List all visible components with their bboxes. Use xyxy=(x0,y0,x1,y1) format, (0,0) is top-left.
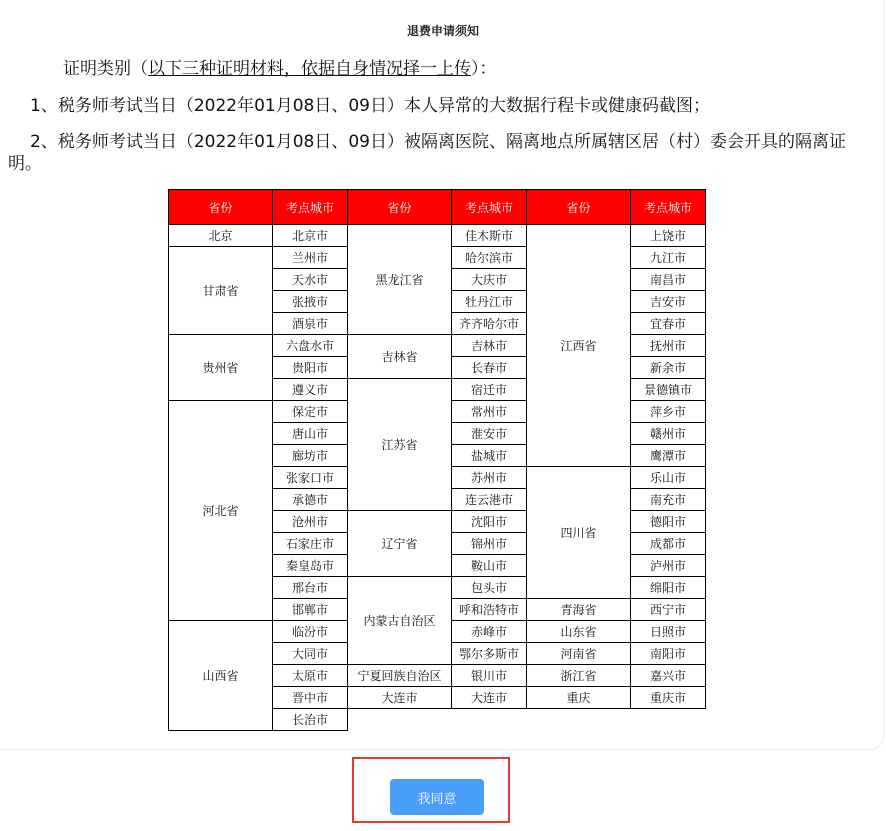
city-cell: 遵义市 xyxy=(273,379,348,401)
province-cell: 大连市 xyxy=(348,687,452,709)
city-cell: 邯郸市 xyxy=(273,599,348,621)
city-cell: 锦州市 xyxy=(452,533,527,555)
city-cell: 佳木斯市 xyxy=(452,225,527,247)
city-cell: 秦皇岛市 xyxy=(273,555,348,577)
table-header: 考点城市 xyxy=(273,190,348,225)
city-cell: 长治市 xyxy=(273,709,348,731)
city-cell: 宜春市 xyxy=(631,313,706,335)
city-cell: 上饶市 xyxy=(631,225,706,247)
city-cell: 宿迁市 xyxy=(452,379,527,401)
city-cell: 临汾市 xyxy=(273,621,348,643)
city-cell: 唐山市 xyxy=(273,423,348,445)
province-cell: 河北省 xyxy=(169,401,273,621)
city-cell: 新余市 xyxy=(631,357,706,379)
province-cell: 河南省 xyxy=(527,643,631,665)
city-cell: 成都市 xyxy=(631,533,706,555)
city-cell: 南阳市 xyxy=(631,643,706,665)
province-cell: 江苏省 xyxy=(348,379,452,511)
city-cell: 泸州市 xyxy=(631,555,706,577)
city-cell: 吉安市 xyxy=(631,291,706,313)
city-cell: 牡丹江市 xyxy=(452,291,527,313)
province-cell: 浙江省 xyxy=(527,665,631,687)
city-cell: 廊坊市 xyxy=(273,445,348,467)
table-header: 省份 xyxy=(348,190,452,225)
city-cell: 沈阳市 xyxy=(452,511,527,533)
city-cell: 赤峰市 xyxy=(452,621,527,643)
city-cell: 鹰潭市 xyxy=(631,445,706,467)
city-cell: 张掖市 xyxy=(273,291,348,313)
city-cell: 鄂尔多斯市 xyxy=(452,643,527,665)
city-cell: 南充市 xyxy=(631,489,706,511)
table-header: 省份 xyxy=(169,190,273,225)
province-cell: 吉林省 xyxy=(348,335,452,379)
city-cell: 南昌市 xyxy=(631,269,706,291)
city-cell: 大连市 xyxy=(452,687,527,709)
city-cell: 嘉兴市 xyxy=(631,665,706,687)
table-header: 省份 xyxy=(527,190,631,225)
notice-title: 退费申请须知 xyxy=(406,24,479,38)
category-underlined: 以下三种证明材料，依据自身情况择一上传 xyxy=(148,59,471,79)
notice-paragraph-category xyxy=(8,58,870,80)
city-cell: 常州市 xyxy=(452,401,527,423)
agree-button[interactable]: 我同意 xyxy=(390,779,484,815)
city-cell: 鞍山市 xyxy=(452,555,527,577)
city-cell: 苏州市 xyxy=(452,467,527,489)
notice-paragraph-item-2: 2、税务师考试当日（2022年01月08日、09日）被隔离医院、隔离地点所属辖区居（村）委会开具的隔离证明。 xyxy=(8,132,846,174)
province-cell: 重庆 xyxy=(527,687,631,709)
province-cell: 宁夏回族自治区 xyxy=(348,665,452,687)
city-cell: 天水市 xyxy=(273,269,348,291)
city-cell: 盐城市 xyxy=(452,445,527,467)
table-row xyxy=(169,225,706,247)
city-cell: 太原市 xyxy=(273,665,348,687)
city-cell: 银川市 xyxy=(452,665,527,687)
table-header-row xyxy=(169,190,706,225)
city-cell: 九江市 xyxy=(631,247,706,269)
city-cell: 贵阳市 xyxy=(273,357,348,379)
city-cell: 邢台市 xyxy=(273,577,348,599)
category-prefix: 证明类别（ xyxy=(63,59,148,79)
city-cell: 大庆市 xyxy=(452,269,527,291)
city-cell: 北京市 xyxy=(273,225,348,247)
city-cell: 承德市 xyxy=(273,489,348,511)
city-cell: 德阳市 xyxy=(631,511,706,533)
city-cell: 西宁市 xyxy=(631,599,706,621)
city-cell: 乐山市 xyxy=(631,467,706,489)
city-cell: 呼和浩特市 xyxy=(452,599,527,621)
province-cell: 北京 xyxy=(169,225,273,247)
city-cell: 吉林市 xyxy=(452,335,527,357)
city-cell: 长春市 xyxy=(452,357,527,379)
city-cell: 晋中市 xyxy=(273,687,348,709)
city-cell: 石家庄市 xyxy=(273,533,348,555)
city-cell: 绵阳市 xyxy=(631,577,706,599)
exam-city-table xyxy=(168,189,706,731)
province-cell: 甘肃省 xyxy=(169,247,273,335)
table-header: 考点城市 xyxy=(452,190,527,225)
city-cell: 沧州市 xyxy=(273,511,348,533)
city-cell: 包头市 xyxy=(452,577,527,599)
city-cell: 哈尔滨市 xyxy=(452,247,527,269)
category-suffix: ）： xyxy=(471,59,497,79)
city-cell: 兰州市 xyxy=(273,247,348,269)
city-cell: 淮安市 xyxy=(452,423,527,445)
city-cell: 日照市 xyxy=(631,621,706,643)
city-cell: 齐齐哈尔市 xyxy=(452,313,527,335)
province-cell: 山西省 xyxy=(169,621,273,731)
city-cell: 保定市 xyxy=(273,401,348,423)
city-cell: 萍乡市 xyxy=(631,401,706,423)
city-cell: 六盘水市 xyxy=(273,335,348,357)
city-cell: 景德镇市 xyxy=(631,379,706,401)
city-cell: 连云港市 xyxy=(452,489,527,511)
table-header: 考点城市 xyxy=(631,190,706,225)
city-cell: 抚州市 xyxy=(631,335,706,357)
province-cell: 青海省 xyxy=(527,599,631,621)
province-cell: 江西省 xyxy=(527,225,631,467)
city-cell: 大同市 xyxy=(273,643,348,665)
province-cell: 内蒙古自治区 xyxy=(348,577,452,665)
province-cell: 四川省 xyxy=(527,467,631,599)
province-cell: 黑龙江省 xyxy=(348,225,452,335)
city-cell: 重庆市 xyxy=(631,687,706,709)
city-cell: 赣州市 xyxy=(631,423,706,445)
province-cell: 山东省 xyxy=(527,621,631,643)
province-cell: 辽宁省 xyxy=(348,511,452,577)
notice-paragraph-item-1: 1、税务师考试当日（2022年01月08日、09日）本人异常的大数据行程卡或健康码截图； xyxy=(30,96,710,116)
province-cell: 贵州省 xyxy=(169,335,273,401)
city-cell: 张家口市 xyxy=(273,467,348,489)
city-cell: 酒泉市 xyxy=(273,313,348,335)
table-body xyxy=(169,225,706,731)
